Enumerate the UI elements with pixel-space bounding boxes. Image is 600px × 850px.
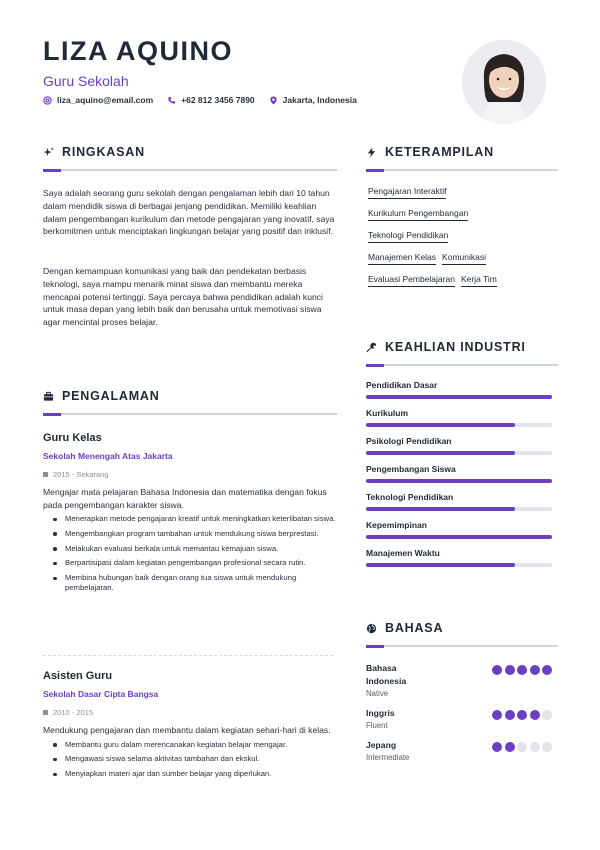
skill-tag: Kurikulum Pengembangan [368, 208, 468, 221]
skill-level-fill [366, 563, 515, 567]
skill-level-bar [366, 535, 552, 539]
proficiency-dots [492, 742, 552, 752]
skill-level-bar [366, 395, 552, 399]
summary-paragraph-1: Saya adalah seorang guru sekolah dengan pengalaman lebih dari 10 tahun dalam mendidik siswa di berbagai jenjang pendidikan. Memiliki keahlian dalam pengembangan kurikulum dan metode pengajaran yang inovatif, saya berkomitmen untuk menciptakan lingkungan belajar yang positif dan inklusif. [43, 188, 335, 237]
contact-bar [43, 95, 357, 105]
job-entry-2 [43, 670, 338, 784]
language-level: Native [366, 689, 389, 698]
list-item: Membina hubungan baik dengan orang tua siswa untuk mendukung pembelajaran. [53, 573, 338, 593]
skill-tag: Komunikasi [442, 252, 486, 265]
job-dates: 2015 - Sekarang [43, 470, 338, 479]
industry-rule [366, 364, 558, 366]
skill-tag: Manajemen Kelas [368, 252, 436, 265]
summary-rule [43, 169, 337, 171]
summary-heading: RINGKASAN [43, 145, 145, 159]
contact-phone[interactable] [167, 95, 255, 105]
languages-heading: BAHASA [366, 621, 443, 635]
briefcase-icon [43, 391, 54, 402]
location-text: Jakarta, Indonesia [282, 95, 357, 105]
proficiency-dot [530, 710, 540, 720]
proficiency-dot [542, 710, 552, 720]
list-item: Mengawasi siswa selama aktivitas tambahan dan ekskul. [53, 754, 338, 764]
skill-level-fill [366, 451, 515, 455]
language-item [366, 739, 556, 762]
at-icon [43, 96, 52, 105]
proficiency-dot [542, 665, 552, 675]
skills-heading: KETERAMPILAN [366, 145, 494, 159]
wrench-icon [366, 342, 377, 353]
industry-skill-item [366, 380, 552, 399]
proficiency-dot [505, 742, 515, 752]
list-item: Melakukan evaluasi berkala untuk memantau kemajuan siswa. [53, 544, 338, 554]
industry-skill-item [366, 408, 552, 427]
email-text: liza_aquino@email.com [57, 95, 154, 105]
job-title: Asisten Guru [43, 670, 113, 682]
job-dates: 2010 - 2015 [43, 708, 338, 717]
proficiency-dot [505, 710, 515, 720]
language-name: Bahasa Indonesia [366, 663, 407, 686]
job-divider [43, 655, 333, 656]
language-level: Fluent [366, 721, 388, 730]
skills-rule [366, 169, 558, 171]
skill-level-bar [366, 423, 552, 427]
list-item: Membantu guru dalam merencanakan kegiatan belajar mengajar. [53, 740, 338, 750]
language-level: Intermediate [366, 753, 410, 762]
industry-skill-label: Kurikulum [366, 408, 409, 418]
proficiency-dot [517, 665, 527, 675]
location-pin-icon [269, 96, 278, 105]
skill-tag: Teknologi Pendidikan [368, 230, 448, 243]
proficiency-dot [492, 665, 502, 675]
proficiency-dots [492, 665, 552, 675]
proficiency-dot [492, 710, 502, 720]
phone-icon [167, 96, 176, 105]
skill-level-bar [366, 507, 552, 511]
proficiency-dot [517, 742, 527, 752]
languages-list [366, 662, 556, 771]
calendar-icon [43, 472, 48, 477]
globe-icon [366, 623, 377, 634]
skill-tag: Pengajaran Interaktif [368, 186, 446, 199]
summary-paragraph-2: Dengan kemampuan komunikasi yang baik dan pendekatan berbasis teknologi, saya mampu menarik minat siswa dan membantu mereka mencapai potensi tertinggi. Saya percaya bahwa pendidikan adalah kunci untuk masa depan yang lebih baik dan berusaha untuk memotivasi siswa agar mencintai proses belajar. [43, 266, 323, 328]
industry-skill-item [366, 548, 552, 567]
calendar-icon [43, 710, 48, 715]
skill-level-fill [366, 535, 552, 539]
industry-skill-item [366, 520, 552, 539]
candidate-name: LIZA AQUINO [43, 36, 233, 66]
sparkle-icon [43, 147, 54, 158]
industry-skill-label: Pengembangan Siswa [366, 464, 456, 474]
industry-skill-label: Psikologi Pendidikan [366, 436, 452, 446]
list-item: Menerapkan metode pengajaran kreatif untuk meningkatkan keterlibatan siswa. [53, 514, 338, 524]
candidate-role: Guru Sekolah [43, 73, 129, 89]
languages-rule [366, 645, 558, 647]
language-item [366, 662, 556, 698]
industry-skill-item [366, 436, 552, 455]
profile-photo [462, 40, 546, 124]
skill-level-fill [366, 479, 552, 483]
job-company: Sekolah Dasar Cipta Bangsa [43, 689, 159, 699]
skills-list [368, 186, 558, 296]
proficiency-dot [517, 710, 527, 720]
industry-skill-bars [366, 380, 552, 576]
list-item: Berpartisipasi dalam kegiatan pengembangan profesional secara rutin. [53, 558, 338, 568]
job-entry-1 [43, 432, 338, 598]
job-bullets [43, 514, 338, 593]
lightning-icon [366, 147, 377, 158]
skill-level-fill [366, 423, 515, 427]
industry-skill-label: Teknologi Pendidikan [366, 492, 454, 502]
proficiency-dot [492, 742, 502, 752]
language-name: Jepang [366, 740, 397, 750]
proficiency-dot [530, 665, 540, 675]
language-item [366, 707, 556, 730]
skill-tag: Evaluasi Pembelajaran [368, 274, 455, 287]
job-company: Sekolah Menengah Atas Jakarta [43, 451, 173, 461]
industry-skill-label: Kepemimpinan [366, 520, 427, 530]
industry-skill-label: Pendidikan Dasar [366, 380, 438, 390]
industry-heading: KEAHLIAN INDUSTRI [366, 340, 526, 354]
job-description: Mendukung pengajaran dan membantu dalam kegiatan sehari-hari di kelas. [43, 725, 331, 735]
language-name: Inggris [366, 708, 395, 718]
skill-level-fill [366, 507, 515, 511]
industry-skill-label: Manajemen Waktu [366, 548, 440, 558]
skill-level-bar [366, 451, 552, 455]
contact-location [269, 95, 357, 105]
list-item: Mengembangkan program tambahan untuk mendukung siswa berprestasi. [53, 529, 338, 539]
skill-level-bar [366, 479, 552, 483]
proficiency-dot [530, 742, 540, 752]
skill-level-fill [366, 395, 552, 399]
skill-level-bar [366, 563, 552, 567]
phone-text: +62 812 3456 7890 [181, 95, 255, 105]
proficiency-dot [505, 665, 515, 675]
industry-skill-item [366, 492, 552, 511]
job-description: Mengajar mata pelajaran Bahasa Indonesia dan matematika dengan fokus pada pengembangan karakter siswa. [43, 487, 327, 510]
industry-skill-item [366, 464, 552, 483]
skill-tag: Kerja Tim [461, 274, 497, 287]
proficiency-dots [492, 710, 552, 720]
experience-rule [43, 413, 337, 415]
job-title: Guru Kelas [43, 432, 102, 444]
proficiency-dot [542, 742, 552, 752]
experience-heading: PENGALAMAN [43, 389, 160, 403]
list-item: Menyiapkan materi ajar dan sumber belajar yang diperlukan. [53, 769, 338, 779]
job-bullets [43, 740, 338, 780]
contact-email[interactable] [43, 95, 153, 105]
